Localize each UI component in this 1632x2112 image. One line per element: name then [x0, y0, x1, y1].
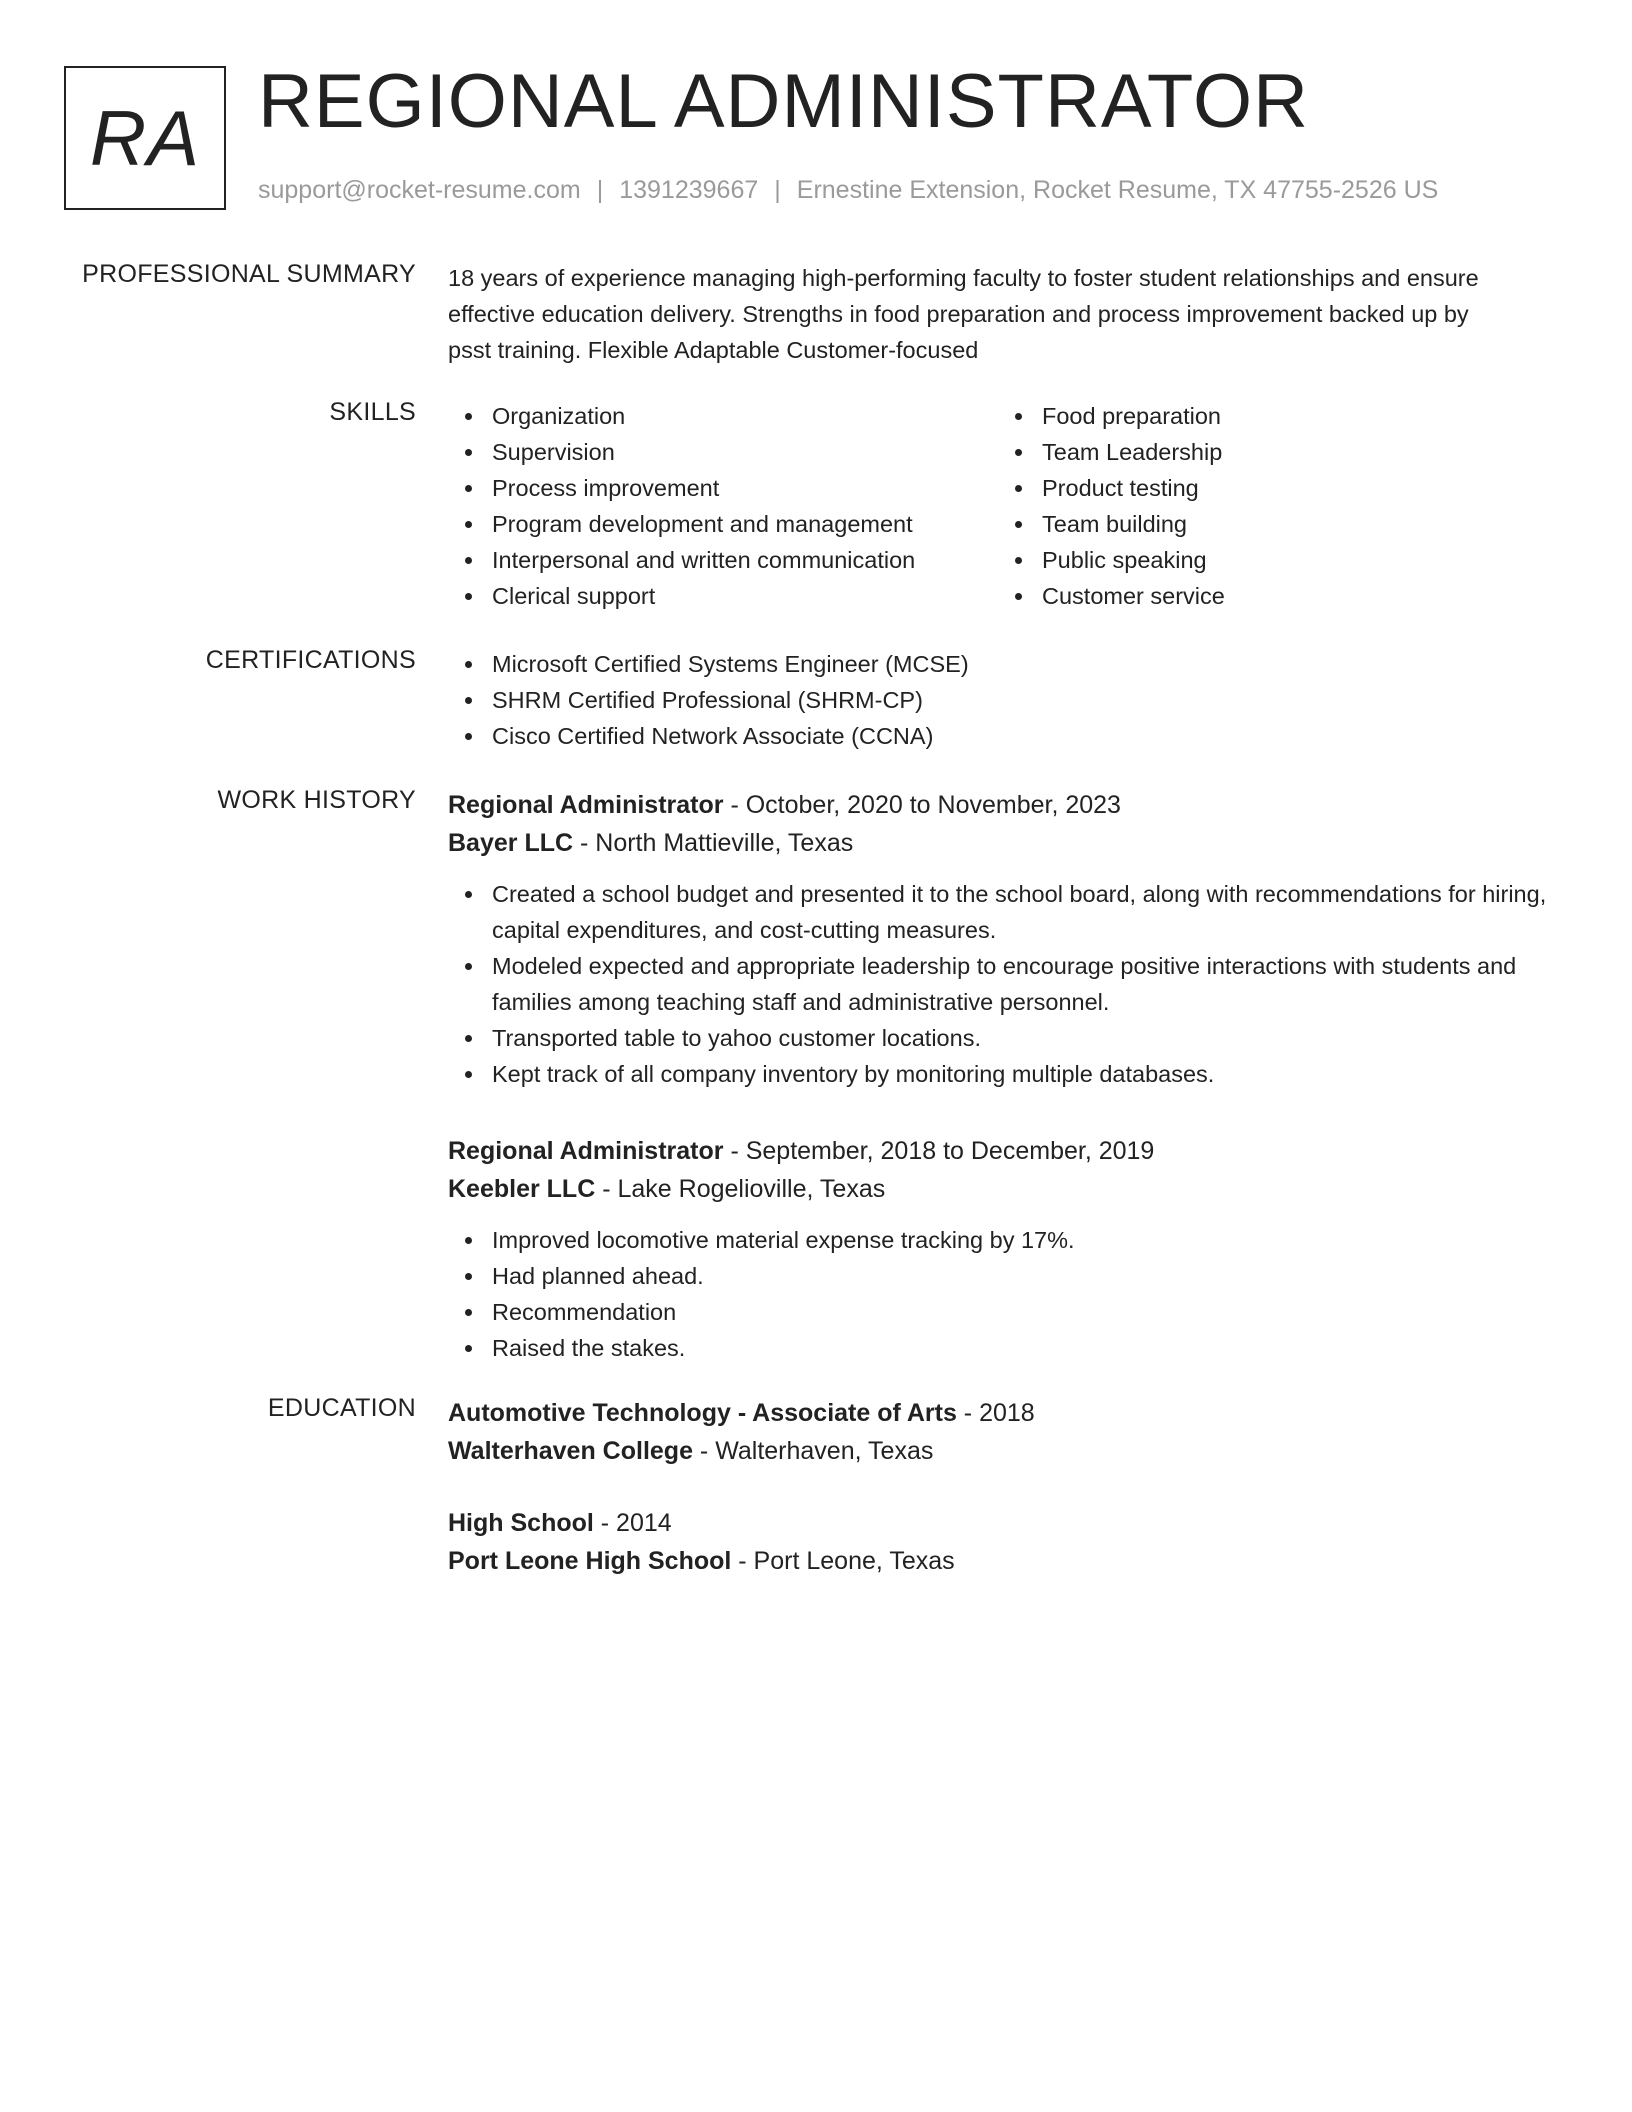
job-title-line — [448, 1132, 1558, 1170]
job-location: - North Mattieville, Texas — [573, 829, 854, 857]
job-company-line — [448, 824, 1558, 862]
skill-item: Program development and management — [448, 506, 998, 542]
job-bullet: Improved locomotive material expense tracking by 17%. — [448, 1222, 1558, 1258]
summary-line: effective education delivery. Strengths in food preparation and process improvement backed up by — [448, 301, 1469, 327]
skills-body — [448, 398, 1558, 614]
education-school-line — [448, 1542, 1558, 1580]
education-location: - Port Leone, Texas — [731, 1547, 955, 1575]
education-year: - 2014 — [593, 1509, 672, 1537]
job-bullets — [448, 876, 1558, 1092]
education-school-line — [448, 1432, 1558, 1470]
education-body — [448, 1394, 1558, 1580]
job-bullet: Transported table to yahoo customer locations. — [448, 1020, 1558, 1056]
job-location: - Lake Rogelioville, Texas — [595, 1175, 886, 1203]
job-bullet: Created a school budget and presented it to the school board, along with recommendations for hiring, capital expenditures, and cost-cutting measures. — [448, 876, 1558, 948]
skill-item: Food preparation — [998, 398, 1548, 434]
certification-item: Cisco Certified Network Associate (CCNA) — [448, 718, 1558, 754]
section-label-certifications: CERTIFICATIONS — [205, 646, 416, 674]
job-bullet: Raised the stakes. — [448, 1330, 1558, 1366]
summary-text — [448, 260, 1558, 368]
work-history-body — [448, 786, 1558, 1394]
section-label-work-history: WORK HISTORY — [217, 786, 416, 814]
job-company: Bayer LLC — [448, 829, 574, 857]
job-bullet: Recommendation — [448, 1294, 1558, 1330]
contact-address: Ernestine Extension, Rocket Resume, TX 47755-2526 US — [796, 176, 1439, 204]
job-company-line — [448, 1170, 1558, 1208]
education-year: - 2018 — [956, 1399, 1035, 1427]
job-title: Regional Administrator — [448, 1137, 724, 1165]
job-dates: - September, 2018 to December, 2019 — [723, 1137, 1155, 1165]
skills-grid — [448, 398, 1558, 614]
job-dates: - October, 2020 to November, 2023 — [723, 791, 1121, 819]
skill-item: Clerical support — [448, 578, 998, 614]
contact-separator: | — [596, 176, 604, 204]
contact-line — [258, 176, 1438, 205]
education-school: Port Leone High School — [448, 1547, 732, 1575]
skill-item: Product testing — [998, 470, 1548, 506]
page-title: REGIONAL ADMINISTRATOR — [258, 59, 1309, 144]
education-degree-line — [448, 1504, 1558, 1542]
contact-phone[interactable]: 1391239667 — [619, 176, 759, 204]
education-degree: High School — [448, 1509, 594, 1537]
skill-item: Public speaking — [998, 542, 1548, 578]
skill-item: Process improvement — [448, 470, 998, 506]
job-entry — [448, 786, 1558, 1092]
job-company: Keebler LLC — [448, 1175, 596, 1203]
skills-list-left — [448, 398, 998, 614]
monogram-logo: RA — [64, 66, 226, 210]
section-label-skills: SKILLS — [329, 398, 416, 426]
skill-item: Team Leadership — [998, 434, 1548, 470]
education-degree: Automotive Technology - Associate of Arts — [448, 1399, 957, 1427]
certifications-list — [448, 646, 1558, 754]
job-entry — [448, 1132, 1558, 1366]
summary-line: psst training. Flexible Adaptable Customer-focused — [448, 337, 979, 363]
skill-item: Customer service — [998, 578, 1548, 614]
skill-item: Organization — [448, 398, 998, 434]
certification-item: SHRM Certified Professional (SHRM-CP) — [448, 682, 1558, 718]
skill-item: Interpersonal and written communication — [448, 542, 998, 578]
section-label-education: EDUCATION — [267, 1394, 416, 1422]
education-location: - Walterhaven, Texas — [692, 1437, 934, 1465]
job-bullet: Modeled expected and appropriate leadership to encourage positive interactions with students and families among teaching staff and administrative personnel. — [448, 948, 1558, 1020]
contact-email[interactable]: support@rocket-resume.com — [258, 176, 581, 204]
job-bullet: Kept track of all company inventory by monitoring multiple databases. — [448, 1056, 1558, 1092]
education-entry — [448, 1504, 1558, 1580]
summary-line: 18 years of experience managing high-performing faculty to foster student relationships and ensure — [448, 265, 1479, 291]
education-school: Walterhaven College — [448, 1437, 693, 1465]
section-label-summary: PROFESSIONAL SUMMARY — [82, 260, 416, 288]
education-degree-line — [448, 1394, 1558, 1432]
certification-item: Microsoft Certified Systems Engineer (MCSE) — [448, 646, 1558, 682]
skill-item: Team building — [998, 506, 1548, 542]
certifications-body — [448, 646, 1558, 754]
skill-item: Supervision — [448, 434, 998, 470]
job-title: Regional Administrator — [448, 791, 724, 819]
job-title-line — [448, 786, 1558, 824]
education-entry — [448, 1394, 1558, 1470]
contact-separator: | — [774, 176, 781, 204]
job-bullet: Had planned ahead. — [448, 1258, 1558, 1294]
skills-list-right — [998, 398, 1548, 614]
job-bullets — [448, 1222, 1558, 1366]
